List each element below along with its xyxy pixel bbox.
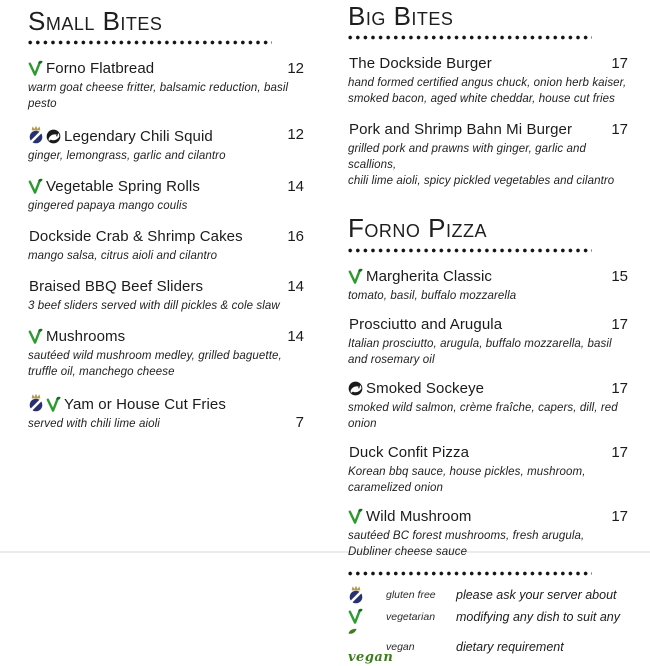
menu-items bbox=[348, 267, 630, 560]
item-name: Smoked Sockeye bbox=[366, 379, 485, 397]
vegetarian-icon bbox=[348, 268, 363, 284]
section-forno-pizza bbox=[348, 215, 630, 559]
item-description: grilled pork and prawns with ginger, garlic and scallions, chili lime aioli, spicy pickled vegetables and cilantro bbox=[348, 143, 615, 188]
item-description: Korean bbq sauce, house pickles, mushroom, caramelized onion bbox=[348, 465, 586, 494]
vegetarian-icon bbox=[28, 60, 43, 76]
vegetarian-icon bbox=[348, 608, 363, 624]
menu-item bbox=[28, 327, 306, 380]
item-icons bbox=[28, 328, 45, 345]
item-price: 14 bbox=[287, 178, 304, 196]
vegetarian-icon bbox=[46, 396, 61, 412]
menu-item-head bbox=[28, 327, 306, 346]
menu-item-head bbox=[348, 120, 630, 139]
vegetarian-icon bbox=[28, 178, 43, 194]
menu-item-head bbox=[28, 227, 306, 246]
item-price: 17 bbox=[611, 55, 628, 73]
ocean-wise-icon bbox=[348, 381, 363, 396]
menu-item bbox=[348, 120, 630, 189]
menu-item-head bbox=[348, 443, 630, 462]
item-description: warm goat cheese fritter, balsamic reduction, basil pesto bbox=[28, 82, 289, 111]
menu-item-head bbox=[348, 507, 630, 526]
item-price: 14 bbox=[287, 328, 304, 346]
legend-label: vegetarian bbox=[386, 610, 436, 623]
item-name: The Dockside Burger bbox=[349, 55, 492, 73]
legend-note: please ask your server about bbox=[456, 587, 617, 602]
item-name: Legendary Chili Squid bbox=[64, 128, 213, 146]
menu-item-head bbox=[348, 315, 630, 334]
item-name: Dockside Crab & Shrimp Cakes bbox=[29, 228, 243, 246]
menu-item-head bbox=[348, 267, 630, 286]
item-price: 12 bbox=[287, 126, 304, 144]
item-price: 7 bbox=[295, 414, 304, 432]
item-description: ginger, lemongrass, garlic and cilantro bbox=[28, 150, 226, 163]
item-description: Italian prosciutto, arugula, buffalo mozzarella, basil and rosemary oil bbox=[348, 337, 612, 366]
item-price: 17 bbox=[611, 443, 628, 461]
vegan-logo-text: vegan bbox=[348, 649, 394, 665]
legend-label: gluten free bbox=[386, 588, 436, 601]
item-name: Forno Flatbread bbox=[46, 60, 155, 78]
item-icons bbox=[348, 380, 365, 397]
item-icons bbox=[28, 60, 45, 77]
item-description: smoked wild salmon, crème fraîche, capers, dill, red onion bbox=[348, 401, 618, 430]
menu-item bbox=[28, 59, 306, 112]
item-name: Duck Confit Pizza bbox=[349, 443, 470, 461]
item-description: 3 beef sliders served with dill pickles & cole slaw bbox=[28, 300, 280, 313]
legend-note: modifying any dish to suit any bbox=[456, 609, 620, 624]
item-name: Pork and Shrimp Bahn Mi Burger bbox=[349, 121, 573, 139]
item-name: Mushrooms bbox=[46, 328, 126, 346]
vegetarian-icon bbox=[348, 508, 363, 524]
item-name: Yam or House Cut Fries bbox=[64, 396, 226, 414]
item-description: mango salsa, citrus aioli and cilantro bbox=[28, 250, 218, 263]
item-icons bbox=[28, 396, 63, 413]
vegan-icon bbox=[348, 628, 394, 666]
menu-items bbox=[348, 54, 630, 189]
legend-label: vegan bbox=[386, 640, 415, 653]
item-description: hand formed certified angus chuck, onion herb kaiser, smoked bacon, aged white cheddar, house cut fries bbox=[348, 77, 627, 106]
dotted-divider bbox=[348, 248, 592, 253]
left-column bbox=[28, 8, 306, 445]
vegetarian-icon bbox=[348, 608, 386, 626]
menu-item bbox=[28, 393, 306, 432]
vegetarian-icon bbox=[28, 328, 43, 344]
section-small-bites bbox=[28, 8, 306, 432]
section-big-bites bbox=[348, 3, 630, 189]
item-icons bbox=[28, 178, 45, 195]
item-name: Vegetable Spring Rolls bbox=[46, 178, 200, 196]
ocean-wise-icon bbox=[46, 129, 61, 144]
menu-item-head bbox=[28, 125, 306, 146]
section-title: Big Bites bbox=[348, 1, 454, 31]
dotted-divider bbox=[348, 35, 592, 40]
legend-row bbox=[348, 584, 630, 606]
menu-item bbox=[348, 507, 630, 560]
menu-item bbox=[28, 277, 306, 314]
menu-item-head bbox=[28, 277, 306, 296]
menu-item bbox=[348, 315, 630, 368]
item-description: sautéed wild mushroom medley, grilled baguette, truffle oil, manchego cheese bbox=[28, 350, 282, 379]
menu-item-head bbox=[28, 59, 306, 78]
menu-item bbox=[348, 443, 630, 496]
section-title: Forno Pizza bbox=[348, 213, 487, 244]
menu-item bbox=[28, 125, 306, 164]
legend-note: dietary requirement bbox=[456, 639, 564, 654]
item-description: sautéed BC forest mushrooms, fresh arugula, Dubliner cheese sauce bbox=[348, 529, 585, 558]
item-price: 17 bbox=[611, 121, 628, 139]
item-price: 16 bbox=[287, 228, 304, 246]
item-description: served with chili lime aioli bbox=[28, 418, 160, 431]
section-title: Small Bites bbox=[28, 6, 163, 36]
menu-item bbox=[28, 227, 306, 264]
gluten-free-icon bbox=[28, 393, 44, 412]
item-icons bbox=[348, 268, 365, 285]
vegan-leaf-icon bbox=[348, 628, 357, 637]
item-name: Margherita Classic bbox=[366, 267, 493, 285]
item-price: 12 bbox=[287, 60, 304, 78]
item-name: Braised BBQ Beef Sliders bbox=[29, 278, 204, 296]
menu-item-head bbox=[348, 54, 630, 73]
item-description: tomato, basil, buffalo mozzarella bbox=[348, 289, 517, 302]
menu-item bbox=[348, 379, 630, 432]
item-description: gingered papaya mango coulis bbox=[28, 200, 188, 213]
menu-item bbox=[348, 54, 630, 107]
legend-row bbox=[348, 606, 630, 628]
dotted-divider bbox=[28, 40, 272, 45]
menu-item-head bbox=[348, 379, 630, 398]
gluten-free-icon bbox=[28, 125, 44, 144]
gluten-free-icon bbox=[348, 585, 364, 604]
item-name: Wild Mushroom bbox=[366, 507, 472, 525]
item-name: Prosciutto and Arugula bbox=[349, 315, 503, 333]
menu-item-head bbox=[28, 177, 306, 196]
item-price: 17 bbox=[611, 507, 628, 525]
item-price: 14 bbox=[287, 278, 304, 296]
item-price: 15 bbox=[611, 267, 628, 285]
menu-items bbox=[28, 59, 306, 432]
item-icons bbox=[28, 128, 63, 145]
item-price: 17 bbox=[611, 379, 628, 397]
menu-item bbox=[28, 177, 306, 214]
gluten-free-icon bbox=[348, 585, 386, 604]
dotted-divider bbox=[348, 571, 592, 576]
menu-item bbox=[348, 267, 630, 304]
legend-row bbox=[348, 628, 630, 665]
dietary-legend bbox=[348, 571, 630, 665]
item-price: 17 bbox=[611, 315, 628, 333]
item-icons bbox=[348, 508, 365, 525]
